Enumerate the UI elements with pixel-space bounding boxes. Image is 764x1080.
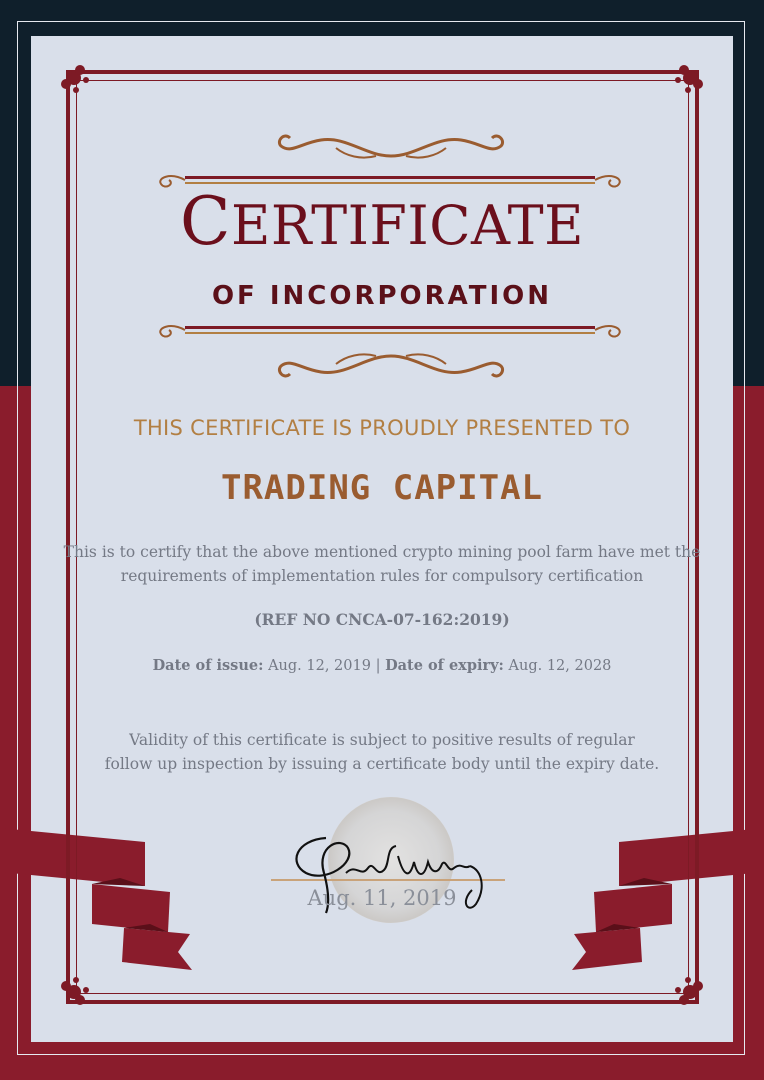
validity-statement [0, 728, 764, 776]
statement-line-2: requirements of implementation rules for compulsory certification [120, 567, 644, 585]
statement-line-1: This is to certify that the above mentioned crypto mining pool farm have met the [63, 543, 701, 561]
bottom-flourish-icon [276, 346, 506, 386]
issue-date: Aug. 12, 2019 [268, 658, 371, 674]
certification-statement [0, 540, 764, 588]
reference-number: (REF NO CNCA-07-162:2019) [254, 610, 510, 629]
presented-to-line: THIS CERTIFICATE IS PROUDLY PRESENTED TO [133, 416, 631, 440]
expiry-label: Date of expiry: [385, 657, 504, 674]
recipient-name: TRADING CAPITAL [220, 468, 544, 508]
date-separator: | [375, 658, 381, 674]
top-flourish-icon [276, 126, 506, 166]
title-first-letter: C [179, 183, 231, 260]
corner-ornament-bottom-left-icon [58, 964, 102, 1008]
corner-ornament-bottom-right-icon [662, 964, 706, 1008]
validity-line-2: follow up inspection by issuing a certificate body until the expiry date. [104, 755, 660, 773]
expiry-date: Aug. 12, 2028 [508, 658, 612, 674]
certificate-subtitle: OF INCORPORATION [211, 281, 553, 311]
corner-ornament-top-right-icon [662, 62, 706, 106]
bottom-double-rule [155, 320, 625, 342]
certificate-title [0, 183, 764, 260]
issue-label: Date of issue: [152, 657, 264, 674]
title-rest: ERTIFICATE [230, 194, 585, 257]
validity-line-1: Validity of this certificate is subject to positive results of regular [129, 731, 635, 749]
dates-line [0, 657, 764, 674]
corner-ornament-top-left-icon [58, 62, 102, 106]
signature-date: Aug. 11, 2019 [307, 886, 457, 910]
